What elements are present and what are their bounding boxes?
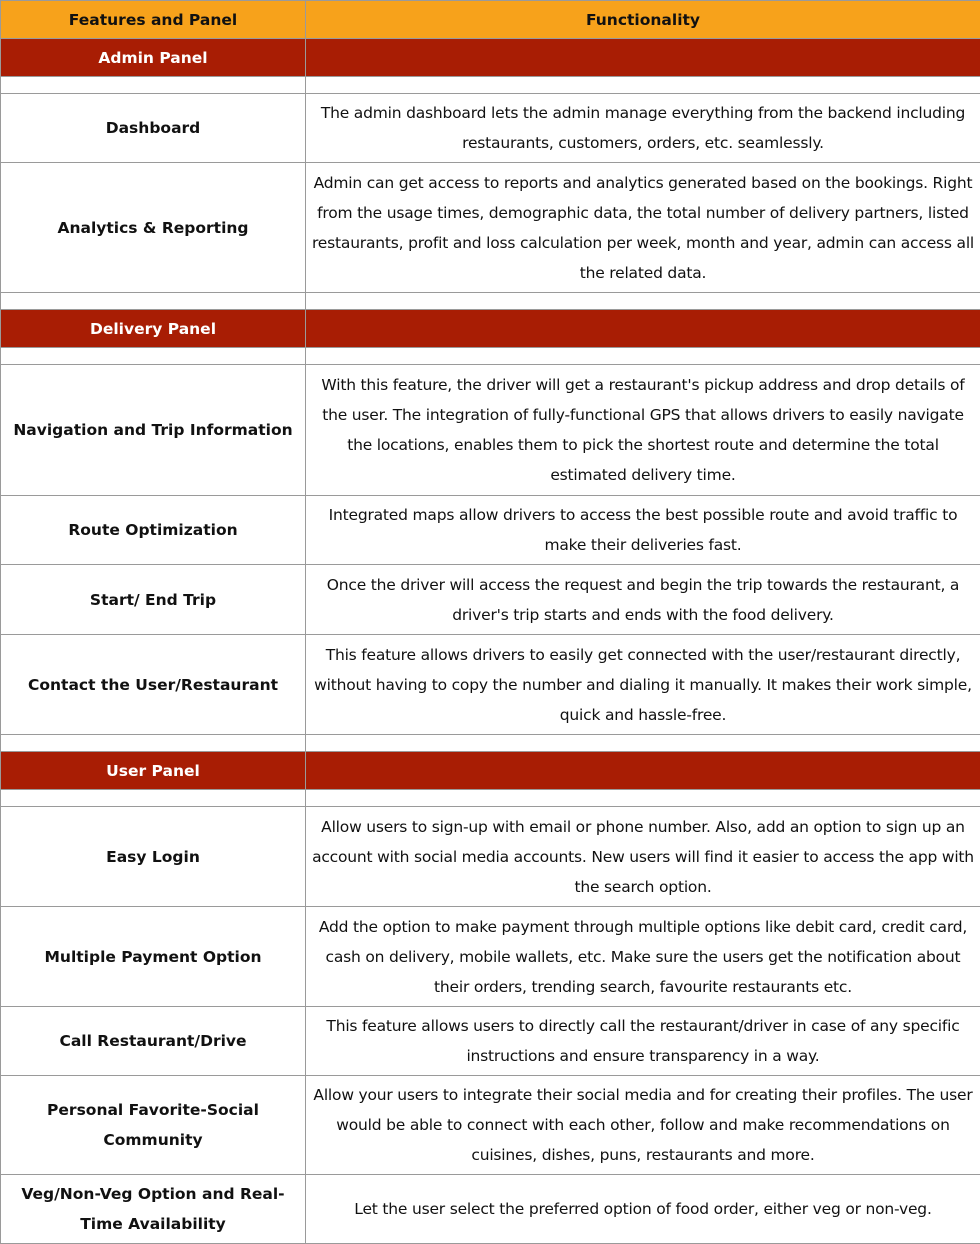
spacer-row [1, 348, 980, 365]
feature-name: Easy Login [1, 807, 306, 907]
section-row-user-panel [1, 752, 980, 790]
spacer-row [1, 77, 980, 94]
feature-name: Personal Favorite-Social Community [1, 1076, 306, 1175]
feature-name: Contact the User/Restaurant [1, 635, 306, 735]
feature-name: Veg/Non-Veg Option and Real-Time Availability [1, 1175, 306, 1244]
feature-name: Navigation and Trip Information [1, 365, 306, 496]
feature-description: Add the option to make payment through multiple options like debit card, credit card, cash on delivery, mobile wallets, etc. Make sure the users get the notification about their orders, trending search, favourite restaurants etc. [306, 907, 980, 1007]
section-row-admin-panel [1, 39, 980, 77]
table-row [1, 496, 980, 565]
table-row [1, 635, 980, 735]
feature-name: Dashboard [1, 94, 306, 163]
feature-name: Call Restaurant/Drive [1, 1007, 306, 1076]
section-title: Admin Panel [1, 39, 306, 77]
feature-name: Start/ End Trip [1, 565, 306, 635]
table-row [1, 907, 980, 1007]
feature-description: With this feature, the driver will get a restaurant's pickup address and drop details of the user. The integration of fully-functional GPS that allows drivers to easily navigate the locations, enables them to pick the shortest route and determine the total estimated delivery time. [306, 365, 980, 496]
section-row-delivery-panel [1, 310, 980, 348]
feature-name: Multiple Payment Option [1, 907, 306, 1007]
spacer-row [1, 293, 980, 310]
table-row [1, 365, 980, 496]
feature-name: Analytics & Reporting [1, 163, 306, 293]
feature-description: This feature allows drivers to easily get connected with the user/restaurant directly, without having to copy the number and dialing it manually. It makes their work simple, quick and hassle-free. [306, 635, 980, 735]
section-empty-cell [306, 752, 980, 790]
table-row [1, 807, 980, 907]
feature-description: Allow your users to integrate their social media and for creating their profiles. The user would be able to connect with each other, follow and make recommendations on cuisines, dishes, puns, restaurants and more. [306, 1076, 980, 1175]
spacer-row [1, 790, 980, 807]
section-empty-cell [306, 39, 980, 77]
header-features-and-panel: Features and Panel [1, 1, 306, 39]
feature-description: Admin can get access to reports and analytics generated based on the bookings. Right from the usage times, demographic data, the total number of delivery partners, listed restaurants, profit and loss calculation per week, month and year, admin can access all the related data. [306, 163, 980, 293]
feature-description: Once the driver will access the request and begin the trip towards the restaurant, a driver's trip starts and ends with the food delivery. [306, 565, 980, 635]
feature-description: The admin dashboard lets the admin manage everything from the backend including restaurants, customers, orders, etc. seamlessly. [306, 94, 980, 163]
table-row [1, 163, 980, 293]
feature-description: Integrated maps allow drivers to access the best possible route and avoid traffic to make their deliveries fast. [306, 496, 980, 565]
section-title: Delivery Panel [1, 310, 306, 348]
spacer-row [1, 735, 980, 752]
feature-description: Let the user select the preferred option of food order, either veg or non-veg. [306, 1175, 980, 1244]
header-functionality: Functionality [306, 1, 980, 39]
table-header-row [1, 1, 980, 39]
table-row [1, 1175, 980, 1244]
section-title: User Panel [1, 752, 306, 790]
feature-name: Route Optimization [1, 496, 306, 565]
table-row [1, 94, 980, 163]
section-empty-cell [306, 310, 980, 348]
table-row [1, 1076, 980, 1175]
table-row [1, 565, 980, 635]
feature-description: This feature allows users to directly call the restaurant/driver in case of any specific instructions and ensure transparency in a way. [306, 1007, 980, 1076]
feature-description: Allow users to sign-up with email or phone number. Also, add an option to sign up an account with social media accounts. New users will find it easier to access the app with the search option. [306, 807, 980, 907]
table-row [1, 1007, 980, 1076]
